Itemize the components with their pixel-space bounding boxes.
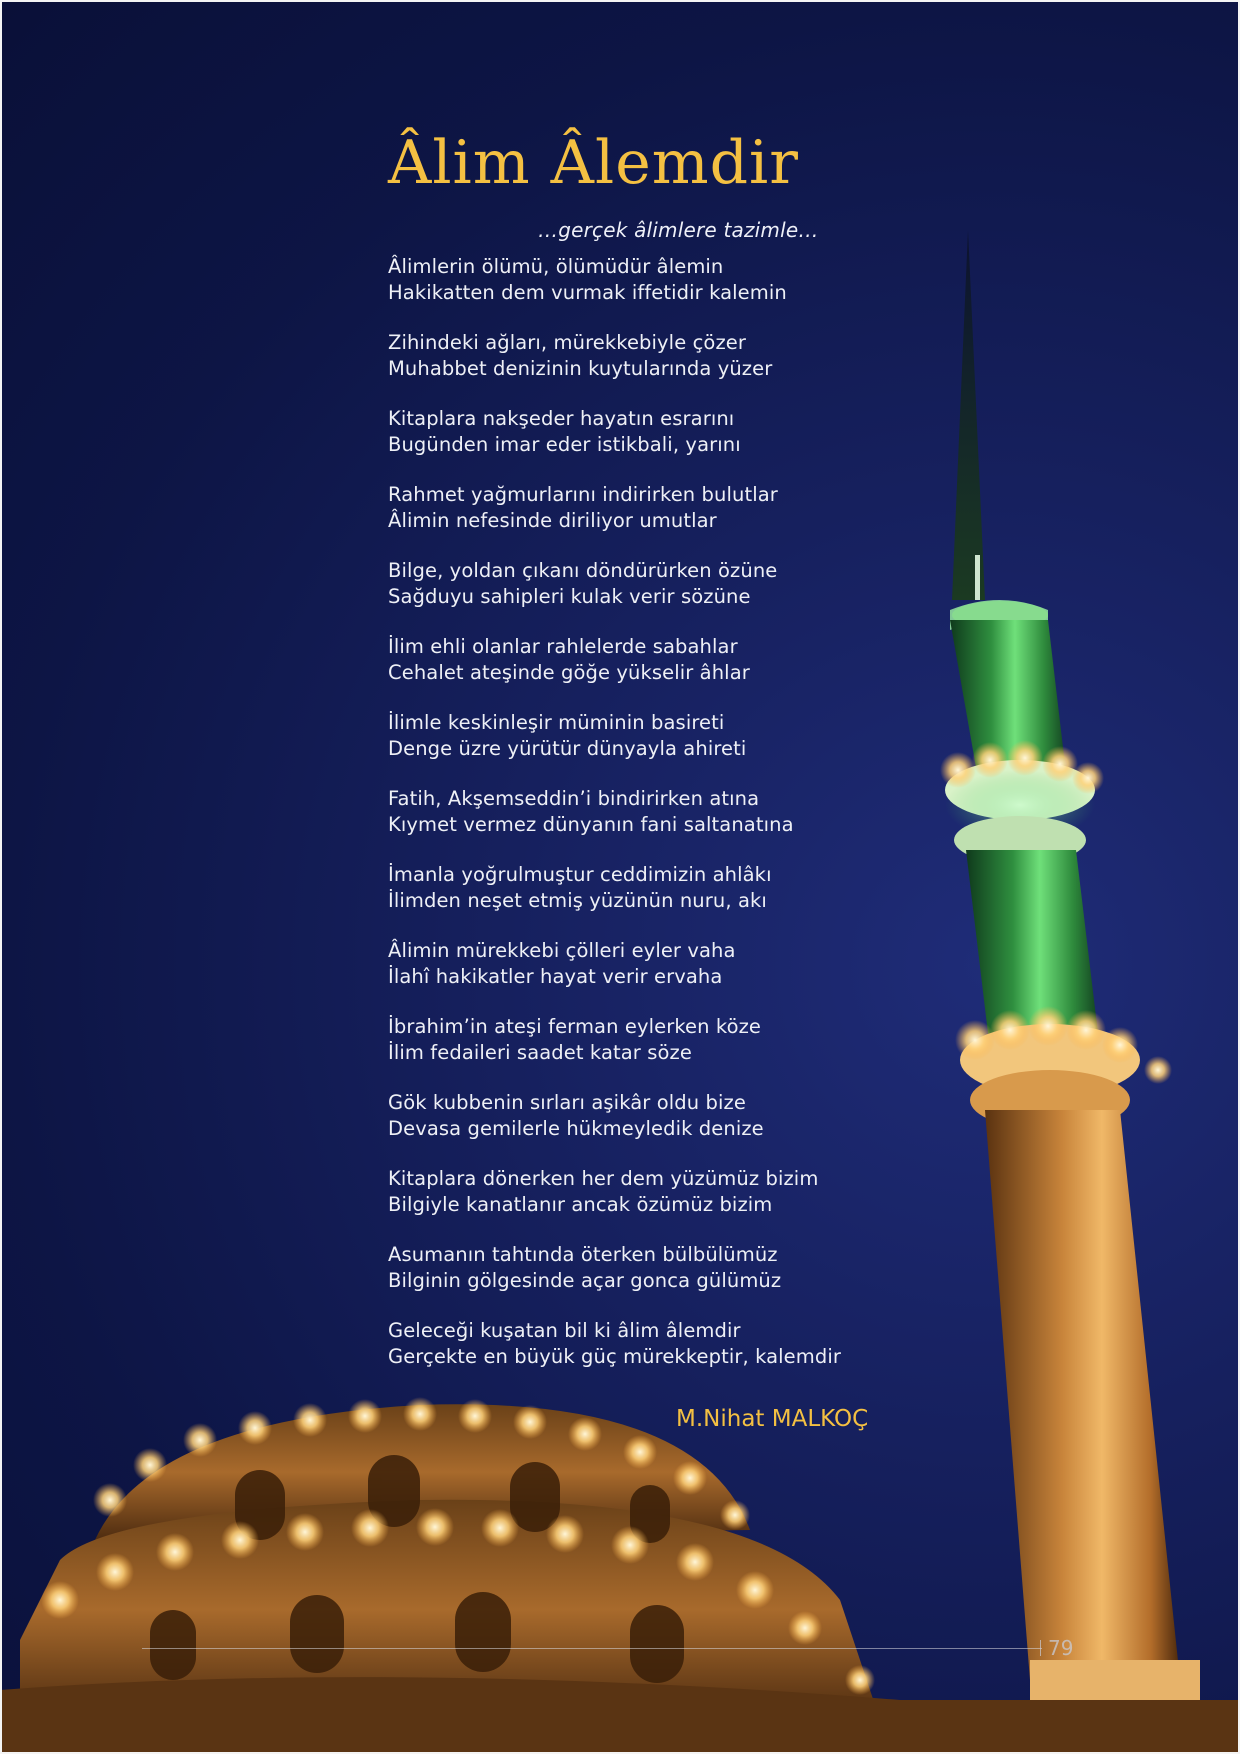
poem-line: İlim fedaileri saadet katar söze bbox=[388, 1041, 692, 1064]
poem-line: Bilginin gölgesinde açar gonca gülümüz bbox=[388, 1269, 782, 1292]
poem-line: Bugünden imar eder istikbali, yarını bbox=[388, 433, 741, 456]
poem-line: Kıymet vermez dünyanın fani saltanatına bbox=[388, 813, 794, 836]
poem-line: İlahî hakikatler hayat verir ervaha bbox=[388, 965, 723, 988]
poem-author: M.Nihat MALKOÇ bbox=[676, 1406, 869, 1432]
poem-line: Asumanın tahtında öterken bülbülümüz bbox=[388, 1243, 778, 1266]
poem-stanza bbox=[388, 1318, 948, 1370]
poem-stanza bbox=[388, 1090, 948, 1142]
poem-line: Âlimin nefesinde diriliyor umutlar bbox=[388, 509, 717, 532]
poem-line: Hakikatten dem vurmak iffetidir kalemin bbox=[388, 281, 787, 304]
page-number: 79 bbox=[1048, 1636, 1074, 1660]
footer-rule bbox=[142, 1648, 1042, 1649]
poem-line: Bilge, yoldan çıkanı döndürürken özüne bbox=[388, 559, 778, 582]
poem-line: Kitaplara dönerken her dem yüzümüz bizim bbox=[388, 1167, 819, 1190]
poem-stanza bbox=[388, 786, 948, 838]
minaret bbox=[940, 230, 1200, 1720]
poem-stanza bbox=[388, 938, 948, 990]
poem-stanza bbox=[388, 558, 948, 610]
poem-line: Âlimin mürekkebi çölleri eyler vaha bbox=[388, 939, 736, 962]
poem-stanza bbox=[388, 254, 948, 306]
poem-line: İlim ehli olanlar rahlelerde sabahlar bbox=[388, 635, 738, 658]
poem-line: Rahmet yağmurlarını indirirken bulutlar bbox=[388, 483, 778, 506]
poem-line: Devasa gemilerle hükmeyledik denize bbox=[388, 1117, 764, 1140]
poem-line: İbrahim’in ateşi ferman eylerken köze bbox=[388, 1015, 762, 1038]
poem bbox=[388, 130, 948, 1394]
poem-line: Muhabbet denizinin kuytularında yüzer bbox=[388, 357, 773, 380]
poem-line: Sağduyu sahipleri kulak verir sözüne bbox=[388, 585, 751, 608]
poem-line: İlimle keskinleşir müminin basireti bbox=[388, 711, 725, 734]
poem-stanza bbox=[388, 1014, 948, 1066]
poem-stanza bbox=[388, 1166, 948, 1218]
poem-line: Bilgiyle kanatlanır ancak özümüz bizim bbox=[388, 1193, 773, 1216]
poem-stanza bbox=[388, 406, 948, 458]
poem-title: Âlim Âlemdir bbox=[388, 128, 799, 198]
poem-line: Zihindeki ağları, mürekkebiyle çözer bbox=[388, 331, 746, 354]
poem-stanza bbox=[388, 1242, 948, 1294]
poem-stanza bbox=[388, 482, 948, 534]
poem-line: Fatih, Akşemseddin’i bindirirken atına bbox=[388, 787, 760, 810]
poem-dedication: …gerçek âlimlere tazimle… bbox=[538, 218, 819, 242]
poem-line: İlimden neşet etmiş yüzünün nuru, akı bbox=[388, 889, 767, 912]
poem-stanza bbox=[388, 862, 948, 914]
poem-line: İmanla yoğrulmuştur ceddimizin ahlâkı bbox=[388, 863, 772, 886]
poem-line: Kitaplara nakşeder hayatın esrarını bbox=[388, 407, 735, 430]
poem-stanza bbox=[388, 330, 948, 382]
poem-line: Âlimlerin ölümü, ölümüdür âlemin bbox=[388, 255, 724, 278]
poem-line: Gök kubbenin sırları aşikâr oldu bize bbox=[388, 1091, 746, 1114]
poem-line: Denge üzre yürütür dünyayla ahireti bbox=[388, 737, 747, 760]
poem-line: Gerçekte en büyük güç mürekkeptir, kalemdir bbox=[388, 1345, 841, 1368]
page-number-divider bbox=[1040, 1640, 1041, 1656]
poem-line: Cehalet ateşinde göğe yükselir âhlar bbox=[388, 661, 750, 684]
poem-line: Geleceği kuşatan bil ki âlim âlemdir bbox=[388, 1319, 741, 1342]
poem-stanza bbox=[388, 634, 948, 686]
poem-stanza bbox=[388, 710, 948, 762]
poem-stanzas bbox=[388, 254, 948, 1370]
